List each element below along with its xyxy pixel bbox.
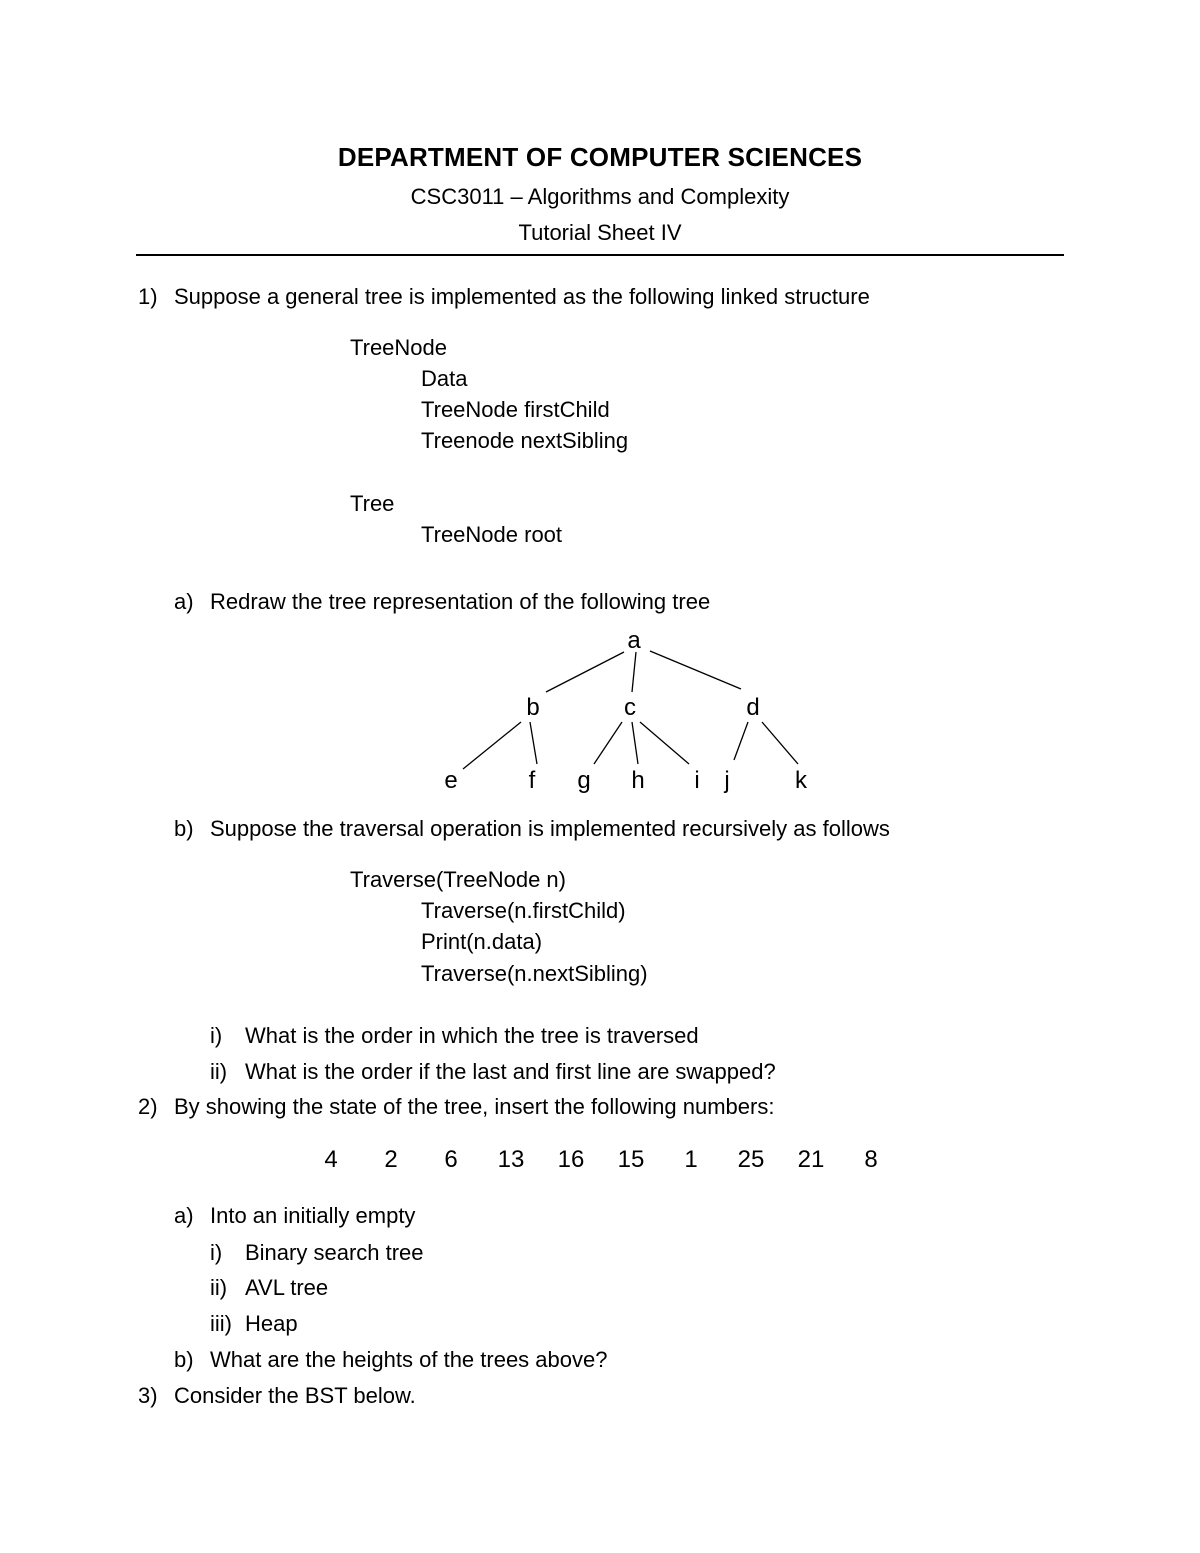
edge-d-k xyxy=(762,722,798,764)
code-tree: Tree xyxy=(350,491,395,516)
q1bi-text: What is the order in which the tree is traversed xyxy=(245,1023,699,1048)
insert-number: 4 xyxy=(324,1146,338,1173)
q3-text: Consider the BST below. xyxy=(174,1383,416,1408)
tree-node-h: h xyxy=(631,767,645,794)
insert-number: 8 xyxy=(864,1146,878,1173)
q2-text: By showing the state of the tree, insert the following numbers: xyxy=(174,1094,775,1119)
edge-c-i xyxy=(640,722,689,764)
tree-node-g: g xyxy=(577,767,591,794)
edge-a-c xyxy=(632,652,636,692)
department-title: DEPARTMENT OF COMPUTER SCIENCES xyxy=(337,142,863,172)
q1b-text: Suppose the traversal operation is implemented recursively as follows xyxy=(210,816,890,841)
q1a-number: a) xyxy=(174,589,194,614)
insert-number: 25 xyxy=(737,1146,765,1173)
q1-number: 1) xyxy=(138,284,158,309)
code-line-1: Traverse(TreeNode n) xyxy=(350,867,566,892)
q2ai-text: Binary search tree xyxy=(245,1240,424,1265)
insert-number: 15 xyxy=(617,1146,645,1173)
tree-node-i: i xyxy=(694,767,700,794)
insert-number: 13 xyxy=(497,1146,525,1173)
edge-a-d xyxy=(650,651,741,689)
insert-number: 6 xyxy=(444,1146,458,1173)
q1a-text: Redraw the tree representation of the following tree xyxy=(210,589,711,614)
code-line-2: Traverse(n.firstChild) xyxy=(421,898,626,923)
q1bii-number: ii) xyxy=(210,1059,228,1084)
q2a-text: Into an initially empty xyxy=(210,1203,416,1228)
q1bii-text: What is the order if the last and first line are swapped? xyxy=(245,1059,776,1084)
q1bi-number: i) xyxy=(210,1023,223,1048)
tree-node-c: c xyxy=(624,694,636,721)
q2aiii-text: Heap xyxy=(245,1311,298,1336)
edge-b-f xyxy=(530,722,537,764)
code-field-next-sibling: Treenode nextSibling xyxy=(421,428,629,453)
q2ai-number: i) xyxy=(210,1240,223,1265)
code-field-first-child: TreeNode firstChild xyxy=(421,397,610,422)
q2b-number: b) xyxy=(174,1347,194,1372)
q2a-number: a) xyxy=(174,1203,194,1228)
code-treenode: TreeNode xyxy=(350,335,448,360)
edge-c-g xyxy=(594,722,622,764)
q2aii-text: AVL tree xyxy=(245,1275,329,1300)
code-field-root: TreeNode root xyxy=(421,522,563,547)
tree-node-k: k xyxy=(795,767,807,794)
insert-number: 21 xyxy=(797,1146,825,1173)
q2b-text: What are the heights of the trees above? xyxy=(210,1347,608,1372)
sheet-title: Tutorial Sheet IV xyxy=(518,220,682,245)
tree-node-f: f xyxy=(528,767,536,794)
insert-number: 2 xyxy=(384,1146,398,1173)
tree-node-j: j xyxy=(724,767,730,794)
edge-d-j xyxy=(734,722,748,760)
edge-c-h xyxy=(632,722,638,764)
insert-number: 1 xyxy=(684,1146,698,1173)
tree-node-e: e xyxy=(444,767,458,794)
code-field-data: Data xyxy=(421,366,468,391)
course-title: CSC3011 – Algorithms and Complexity xyxy=(410,184,790,209)
q2aii-number: ii) xyxy=(210,1275,228,1300)
q1-text: Suppose a general tree is implemented as the following linked structure xyxy=(174,284,870,309)
q2aiii-number: iii) xyxy=(210,1311,232,1336)
tree-node-a: a xyxy=(627,627,641,654)
code-line-4: Traverse(n.nextSibling) xyxy=(421,961,648,986)
q3-number: 3) xyxy=(138,1383,158,1408)
edge-a-b xyxy=(546,652,624,692)
q2-number: 2) xyxy=(138,1094,158,1119)
tree-node-d: d xyxy=(746,694,760,721)
code-line-3: Print(n.data) xyxy=(421,929,543,954)
q1b-number: b) xyxy=(174,816,194,841)
tree-node-b: b xyxy=(526,694,540,721)
insert-number: 16 xyxy=(557,1146,585,1173)
edge-b-e xyxy=(463,722,521,769)
